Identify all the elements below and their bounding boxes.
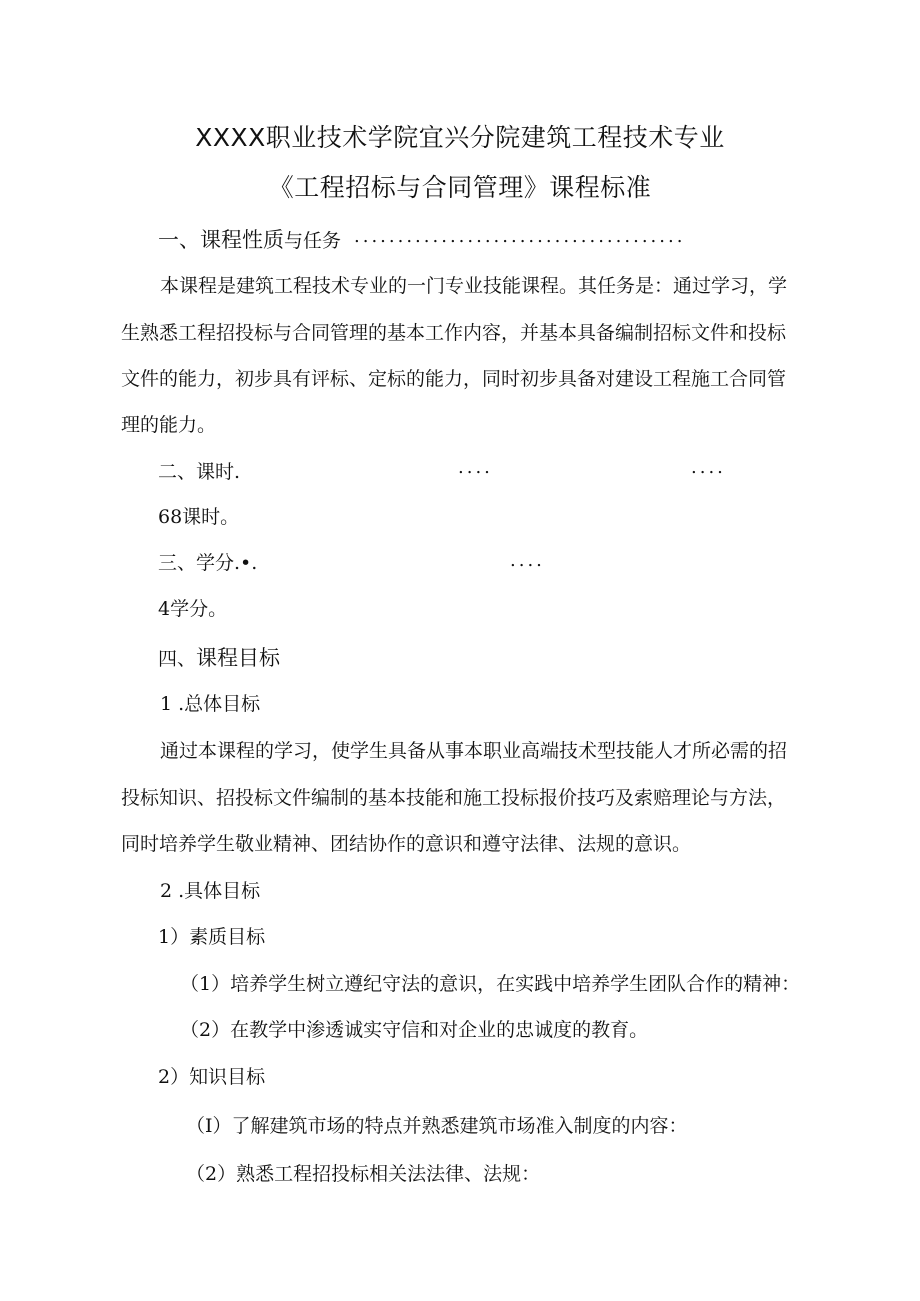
section-1-para-line-4: 理的能力。 bbox=[121, 414, 217, 436]
section-4-label-plain: 四、 bbox=[158, 648, 197, 670]
section-3-dots-1: .... bbox=[510, 550, 545, 571]
section-3-value: 4学分。 bbox=[158, 598, 228, 620]
quality-goal-item-1: （1）培养学生树立遵纪守法的意识，在实践中培养学生团队合作的精神： bbox=[180, 973, 801, 995]
document-title-line-1: XXXX职业技术学院宜兴分院建筑工程技术专业 bbox=[195, 123, 725, 152]
section-2-dots-1: .... bbox=[458, 457, 493, 478]
section-1-leader-dots: ...................................... bbox=[354, 226, 686, 247]
overall-goal-para-line-1: 通过本课程的学习，使学生具备从事本职业高端技术型技能人才所必需的招 bbox=[160, 740, 788, 762]
section-2-heading: 二、课时. bbox=[158, 461, 241, 483]
quality-goal-heading: 1）素质目标 bbox=[158, 926, 266, 948]
knowledge-goal-heading: 2）知识目标 bbox=[158, 1066, 266, 1088]
section-1-para-line-2: 生熟悉工程招投标与合同管理的基本工作内容，并基本具备编制招标文件和投标 bbox=[121, 322, 787, 344]
section-4-heading bbox=[158, 642, 280, 672]
overall-goal-heading: 1 .总体目标 bbox=[160, 693, 261, 715]
section-1-para-line-1: 本课程是建筑工程技术专业的一门专业技能课程。其任务是：通过学习，学 bbox=[160, 275, 788, 297]
section-3-heading: 三、学分.•. bbox=[158, 552, 258, 574]
knowledge-goal-item-2: （2）熟悉工程招投标相关法法律、法规： bbox=[186, 1163, 541, 1185]
section-1-heading bbox=[158, 224, 341, 254]
section-1-para-line-3: 文件的能力，初步具有评标、定标的能力，同时初步具备对建设工程施工合同管 bbox=[121, 368, 787, 390]
document-title-line-2: 《工程招标与合同管理》课程标准 bbox=[268, 173, 652, 202]
quality-goal-item-2: （2）在教学中渗透诚实守信和对企业的忠诚度的教育。 bbox=[180, 1019, 649, 1041]
specific-goal-heading: 2 .具体目标 bbox=[160, 880, 261, 902]
section-2-dots-2: .... bbox=[691, 457, 726, 478]
overall-goal-para-line-3: 同时培养学生敬业精神、团结协作的意识和遵守法律、法规的意识。 bbox=[121, 833, 692, 855]
section-1-label-rest: 与任务 bbox=[284, 230, 342, 252]
overall-goal-para-line-2: 投标知识、招投标文件编制的基本技能和施工投标报价技巧及索赔理论与方法， bbox=[121, 787, 787, 809]
knowledge-goal-item-1: （I）了解建筑市场的特点并熟悉建筑市场准入制度的内容： bbox=[186, 1115, 688, 1137]
section-4-label-bold: 课程目标 bbox=[196, 646, 281, 670]
section-1-label-bold: 一、课程性质 bbox=[158, 228, 284, 252]
section-2-value: 68课时。 bbox=[158, 506, 240, 528]
